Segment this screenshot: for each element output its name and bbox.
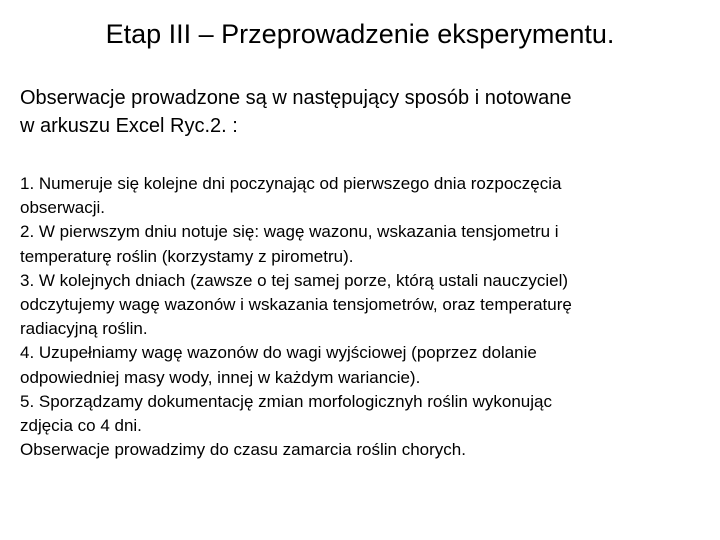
slide-title: Etap III – Przeprowadzenie eksperymentu. — [105, 19, 615, 49]
step-5-line: zdjęcia co 4 dni. — [20, 416, 142, 436]
step-1-line: 1. Numeruje się kolejne dni poczynając od pierwszego dnia rozpoczęcia — [20, 174, 562, 193]
intro-line: Obserwacje prowadzone są w następujący sposób i notowane — [20, 87, 572, 109]
step-1-line: obserwacji. — [20, 198, 106, 218]
step-4-line: 4. Uzupełniamy wagę wazonów do wagi wyjściowej (poprzez dolanie — [20, 343, 537, 363]
intro-paragraph — [20, 84, 710, 140]
step-3-line: radiacyjną roślin. — [20, 319, 148, 339]
step-4-line: odpowiedniej masy wody, innej w każdym wariancie). — [20, 367, 421, 387]
step-2-line: 2. W pierwszym dniu notuje się: wagę wazonu, wskazania tensjometru i — [20, 222, 559, 242]
steps-list — [20, 172, 710, 462]
step-3-line: odczytujemy wagę wazonów i wskazania tensjometrów, oraz temperaturę — [20, 295, 572, 315]
step-5-line: 5. Sporządzamy dokumentację zmian morfologicznyh roślin wykonując — [20, 391, 552, 411]
step-2-line: temperaturę roślin (korzystamy z pirometru). — [20, 246, 354, 266]
intro-line: w arkuszu Excel Ryc.2. : — [20, 115, 238, 137]
closing-note-line: Obserwacje prowadzimy do czasu zamarcia roślin chorych. — [20, 440, 466, 460]
step-3-line: 3. W kolejnych dniach (zawsze o tej samej porze, którą ustali nauczyciel) — [20, 270, 569, 290]
